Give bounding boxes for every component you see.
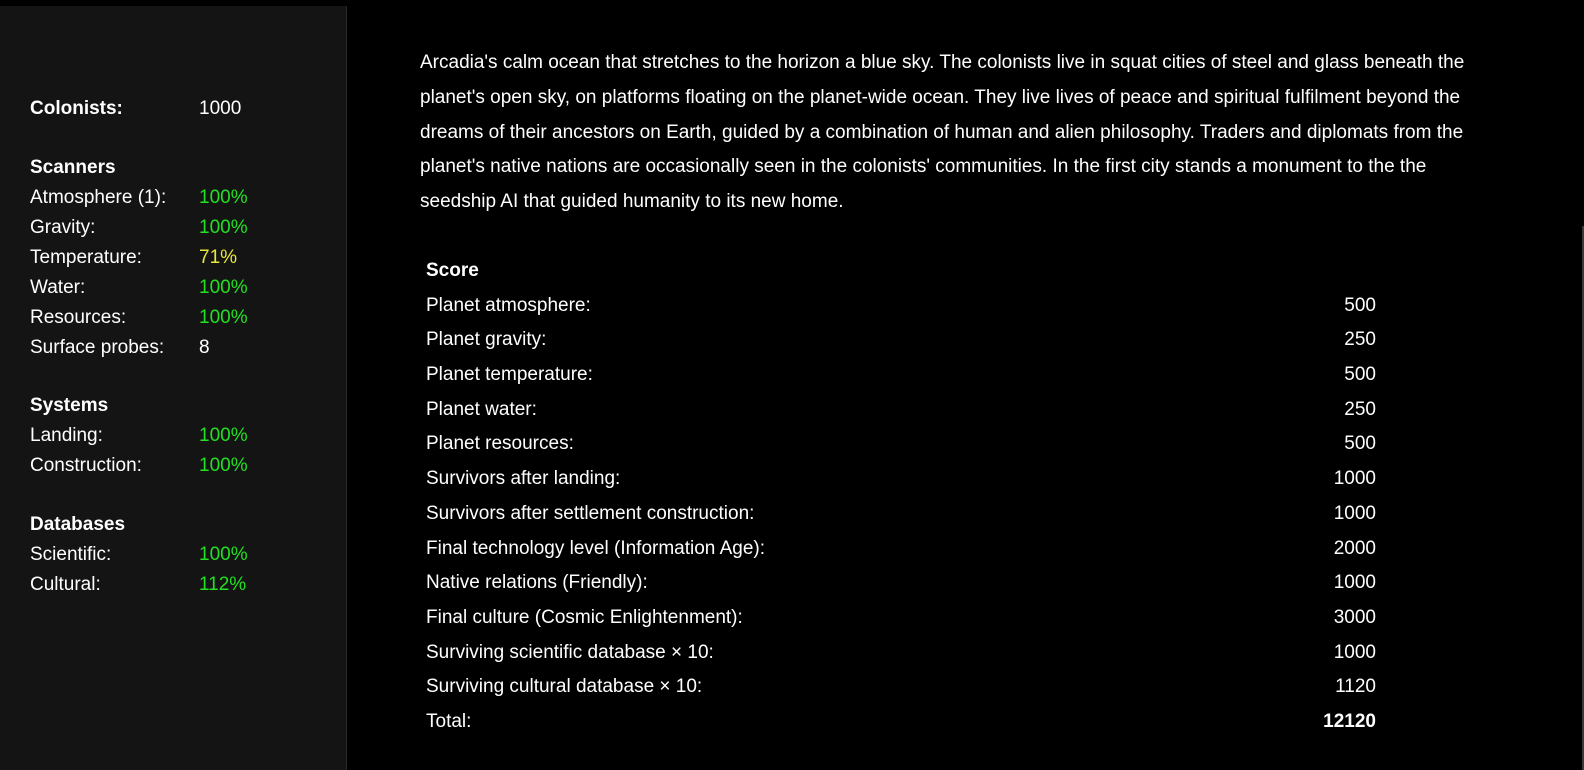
score-row (426, 323, 1376, 358)
score-label: Planet gravity: (426, 329, 547, 351)
systems-title: Systems (30, 395, 109, 416)
score-value: 500 (1344, 294, 1376, 316)
score-label: Surviving cultural database × 10: (426, 676, 703, 698)
score-value: 500 (1344, 433, 1376, 455)
databases-title: Databases (30, 514, 126, 535)
score-value: 500 (1344, 364, 1376, 386)
database-row-scientific (30, 540, 330, 570)
database-row-cultural (30, 570, 330, 600)
vertical-scrollbar[interactable] (1568, 6, 1584, 770)
score-value: 1000 (1333, 572, 1376, 594)
scanners-title: Scanners (30, 157, 116, 178)
score-label: Surviving scientific database × 10: (426, 641, 714, 663)
scanner-row-resources (30, 303, 330, 333)
scanner-label: Surface probes: (30, 337, 165, 358)
scanner-row-water (30, 273, 330, 303)
colonists-value: 1000 (199, 98, 242, 119)
scanner-row-atmosphere (30, 183, 330, 213)
systems-block (30, 391, 330, 481)
scanner-row-temperature (30, 243, 330, 273)
score-total-label: Total: (426, 710, 472, 732)
score-row (426, 393, 1376, 428)
score-label: Final culture (Cosmic Enlightenment): (426, 606, 743, 628)
score-row (426, 358, 1376, 393)
database-label: Cultural: (30, 574, 101, 595)
score-value: 250 (1344, 329, 1376, 351)
scanner-label: Gravity: (30, 217, 96, 238)
score-row (426, 636, 1376, 671)
score-label: Planet water: (426, 398, 537, 420)
score-value: 1000 (1333, 641, 1376, 663)
scanner-value: 71% (199, 247, 238, 268)
database-value: 100% (199, 544, 248, 565)
database-label: Scientific: (30, 544, 112, 565)
score-total-value: 12120 (1323, 710, 1376, 732)
system-label: Construction: (30, 455, 142, 476)
score-table (426, 254, 1376, 740)
scanner-value: 100% (199, 217, 248, 238)
score-row (426, 601, 1376, 636)
scanner-row-surface-probes (30, 333, 330, 363)
score-label: Survivors after landing: (426, 468, 621, 490)
score-value: 3000 (1333, 606, 1376, 628)
score-label: Planet temperature: (426, 364, 593, 386)
score-row (426, 289, 1376, 324)
score-value: 1120 (1335, 676, 1376, 698)
score-total-row (426, 705, 1376, 740)
score-label: Planet resources: (426, 433, 574, 455)
score-row (426, 427, 1376, 462)
scanner-label: Resources: (30, 307, 127, 328)
score-row (426, 532, 1376, 567)
score-row (426, 566, 1376, 601)
scanner-value: 100% (199, 187, 248, 208)
score-title: Score (426, 260, 479, 281)
databases-block (30, 510, 330, 600)
score-row (426, 497, 1376, 532)
score-row (426, 462, 1376, 497)
planet-description: Arcadia's calm ocean that stretches to the horizon a blue sky. The colonists live in squat cities of steel and glass beneath the planet's open sky, on platforms floating on the planet-wide ocean. They live lives of peace and spiritual fulfilment beyond the dreams of their ancestors on Earth, guided by a combination of human and alien philosophy. Traders and diplomats from the planet's native nations are occasionally seen in the colonists' communities. In the first city stands a monument to the the seedship AI that guided humanity to its new home. (420, 52, 1465, 213)
colonists-label: Colonists: (30, 98, 123, 119)
score-value: 1000 (1333, 468, 1376, 490)
system-label: Landing: (30, 425, 103, 446)
scanners-block (30, 153, 330, 363)
score-value: 2000 (1333, 537, 1376, 559)
scanner-value: 100% (199, 277, 248, 298)
scanner-value: 8 (199, 337, 210, 358)
score-label: Final technology level (Information Age): (426, 537, 766, 559)
system-value: 100% (199, 455, 248, 476)
scanner-row-gravity (30, 213, 330, 243)
colonists-block (30, 94, 330, 124)
score-label: Survivors after settlement construction: (426, 502, 755, 524)
main-content (420, 46, 1500, 732)
system-value: 100% (199, 425, 248, 446)
score-label: Native relations (Friendly): (426, 572, 648, 594)
colonists-row (30, 94, 330, 124)
score-value: 250 (1344, 398, 1376, 420)
scanner-label: Temperature: (30, 247, 142, 268)
score-value: 1000 (1333, 502, 1376, 524)
score-row (426, 670, 1376, 705)
database-value: 112% (199, 574, 247, 595)
scanner-label: Atmosphere (1): (30, 187, 167, 208)
score-label: Planet atmosphere: (426, 294, 591, 316)
system-row-landing (30, 421, 330, 451)
status-sidebar (0, 6, 347, 770)
scanner-label: Water: (30, 277, 86, 298)
scanner-value: 100% (199, 307, 248, 328)
system-row-construction (30, 451, 330, 481)
